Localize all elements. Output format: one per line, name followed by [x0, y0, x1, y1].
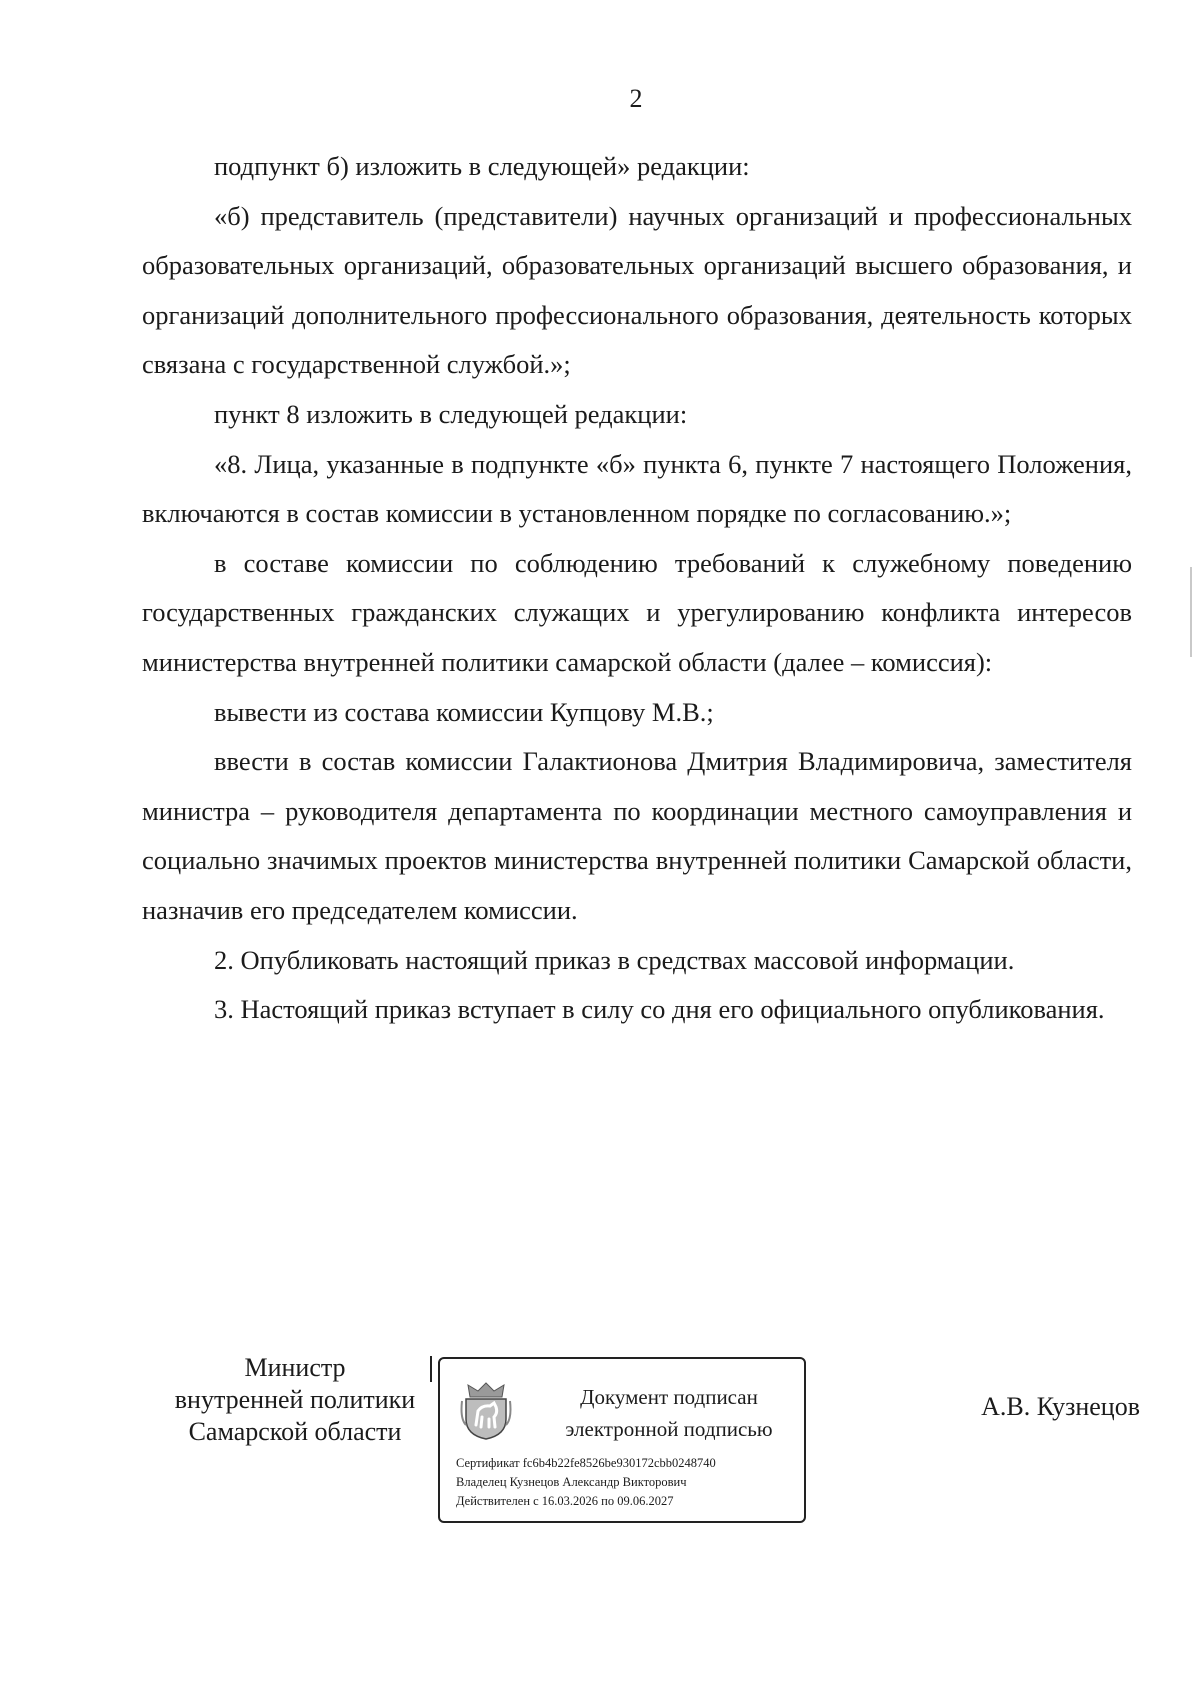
paragraph: ввести в состав комиссии Галактионова Дмитрия Владимировича, заместителя министра – руководителя департамента по координации местного самоуправления и социально значимых проектов министерства внутренней политики Самарской области, назначив его председателем комиссии.: [142, 746, 1132, 925]
paragraph: в составе комиссии по соблюдению требований к служебному поведению государственных гражданских служащих и урегулированию конфликта интересов министерства внутренней политики самарской области (далее – комиссия):: [142, 547, 1132, 677]
stamp-divider: [430, 1356, 432, 1382]
paragraph: пункт 8 изложить в следующей редакции:: [214, 398, 688, 429]
signatory-position-line: Самарской области: [188, 1417, 402, 1446]
paragraph: «б) представитель (представители) научных организаций и профессиональных образовательных организаций, образовательных организаций высшего образования, и организаций дополнительного профессионального образования, деятельность которых связана с государственной службой.»;: [142, 200, 1132, 380]
signatory-position: [150, 1352, 440, 1448]
paragraph: 3. Настоящий приказ вступает в силу со дня его официального опубликования.: [214, 994, 1105, 1025]
stamp-title-line: электронной подписью: [565, 1417, 773, 1441]
electronic-signature-stamp: [438, 1357, 806, 1523]
samara-region-coat-of-arms-icon: [460, 1379, 512, 1441]
paragraph: подпункт б) изложить в следующей» редакции:: [214, 151, 750, 181]
paragraph: 2. Опубликовать настоящий приказ в средствах массовой информации.: [214, 944, 1015, 975]
stamp-details: [456, 1454, 801, 1511]
signatory-name: А.В. Кузнецов: [981, 1392, 1140, 1421]
certificate-number: Сертификат fc6b4b22fe8526be930172cbb0248740: [456, 1456, 716, 1470]
document-body: [142, 142, 1132, 1035]
scan-edge-mark: [1190, 567, 1192, 657]
certificate-validity: Действителен с 16.03.2026 по 09.06.2027: [456, 1494, 674, 1508]
page-number: 2: [629, 84, 643, 113]
paragraph: вывести из состава комиссии Купцову М.В.;: [214, 696, 714, 727]
signatory-position-line: внутренней политики: [174, 1385, 416, 1414]
stamp-title-line: Документ подписан: [580, 1385, 758, 1409]
stamp-title: [540, 1381, 798, 1445]
paragraph: «8. Лица, указанные в подпункте «б» пункта 6, пункте 7 настоящего Положения, включаются в состав комиссии в установленном порядке по согласованию.»;: [142, 448, 1132, 529]
certificate-owner: Владелец Кузнецов Александр Викторович: [456, 1475, 687, 1489]
signatory-position-line: Министр: [244, 1353, 346, 1382]
